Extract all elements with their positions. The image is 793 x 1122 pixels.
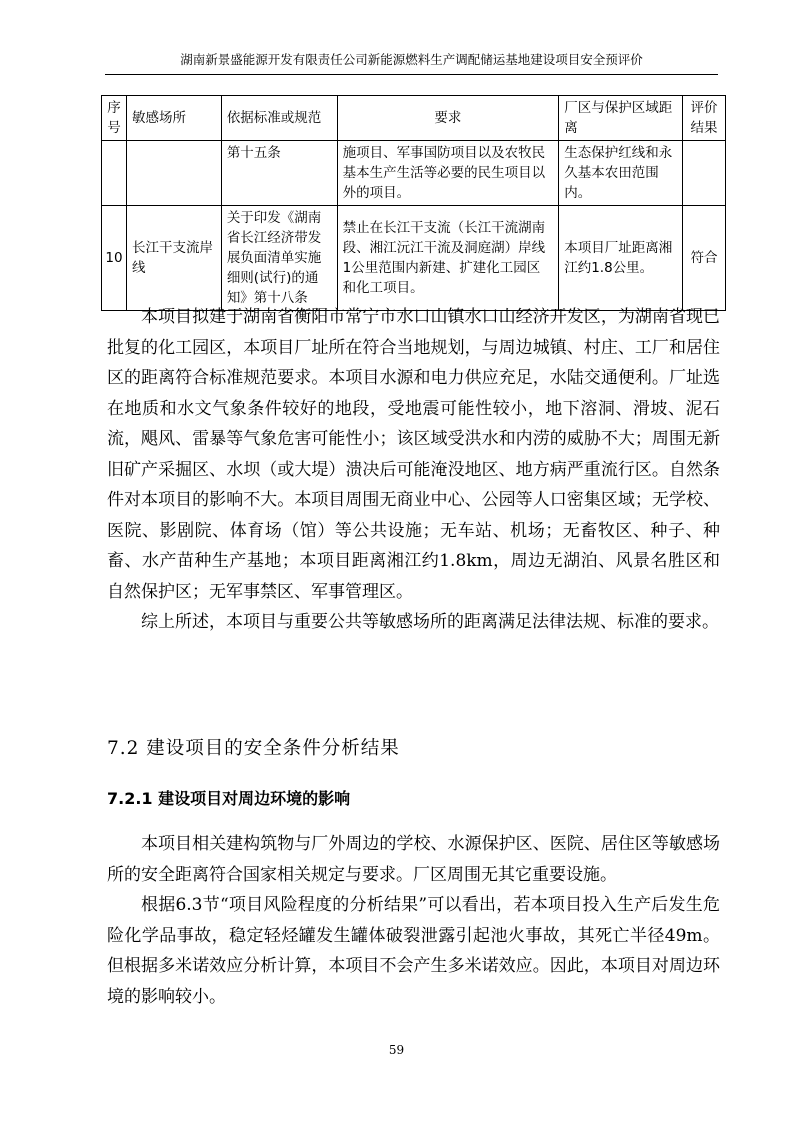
header-cell-requirement: 要求 — [337, 96, 559, 141]
running-header: 湖南新景盛能源开发有限责任公司新能源燃料生产调配储运基地建设项目安全预评价 — [180, 52, 643, 67]
section-heading: 7.2 建设项目的安全条件分析结果 — [107, 738, 400, 759]
cell-place: 长江干支流岸线 — [126, 206, 221, 311]
table-row — [102, 206, 726, 311]
header-cell-basis: 依据标准或规范 — [221, 96, 337, 141]
body-text-block-2 — [107, 829, 720, 1012]
cell-no: 10 — [102, 206, 127, 311]
table-row — [102, 141, 726, 206]
body-paragraph: 综上所述，本项目与重要公共等敏感场所的距离满足法律法规、标准的要求。 — [141, 612, 719, 632]
sensitive-sites-table — [101, 95, 726, 311]
cell-place — [126, 141, 221, 206]
cell-distance: 本项目厂址距离湘江约1.8公里。 — [559, 206, 683, 311]
subsection-heading: 7.2.1 建设项目对周边环境的影响 — [107, 789, 351, 808]
cell-distance: 生态保护红线和永久基本农田范围内。 — [559, 141, 683, 206]
page-number: 59 — [388, 1043, 405, 1057]
cell-no — [102, 141, 127, 206]
header-cell-distance: 厂区与保护区域距离 — [559, 96, 683, 141]
header-cell-place: 敏感场所 — [126, 96, 221, 141]
cell-result: 符合 — [683, 206, 726, 311]
header-cell-no: 序号 — [102, 96, 127, 141]
cell-basis: 关于印发《湖南省长江经济带发展负面清单实施细则(试行)的通知》第十八条 — [221, 206, 337, 311]
cell-result — [683, 141, 726, 206]
body-text-block-1 — [107, 302, 720, 638]
body-paragraph: 根据6.3节“项目风险程度的分析结果”可以看出，若本项目投入生产后发生危险化学品事故，稳定轻烃罐发生罐体破裂泄露引起池火事故，其死亡半径49m。但根据多米诺效应分析计算，本项目不会产生多米诺效应。因此，本项目对周边环境的影响较小。 — [107, 895, 720, 1007]
cell-basis: 第十五条 — [221, 141, 337, 206]
body-paragraph: 本项目相关建构筑物与厂外周边的学校、水源保护区、医院、居住区等敏感场所的安全距离符合国家相关规定与要求。厂区周围无其它重要设施。 — [107, 834, 720, 885]
body-paragraph: 本项目拟建于湖南省衡阳市常宁市水口山镇水口山经济开发区，为湖南省现已批复的化工园区，本项目厂址所在符合当地规划，与周边城镇、村庄、工厂和居住区的距离符合标准规范要求。本项目水源和电力供应充足，水陆交通便利。厂址选在地质和水文气象条件较好的地段，受地震可能性较小，地下溶洞、滑坡、泥石流，飓风、雷暴等气象危害可能性小；该区域受洪水和内涝的威胁不大；周围无新旧矿产采掘区、水坝（或大堤）溃决后可能淹没地区、地方病严重流行区。自然条件对本项目的影响不大。本项目周围无商业中心、公园等人口密集区域；无学校、医院、影剧院、体育场（馆）等公共设施；无车站、机场；无畜牧区、种子、种畜、水产苗种生产基地；本项目距离湘江约1.8km，周边无湖泊、风景名胜区和自然保护区；无军事禁区、军事管理区。 — [107, 307, 720, 602]
header-rule — [105, 74, 718, 75]
header-cell-result: 评价结果 — [683, 96, 726, 141]
cell-requirement: 施项目、军事国防项目以及农牧民基本生产生活等必要的民生项目以外的项目。 — [337, 141, 559, 206]
cell-requirement: 禁止在长江干支流（长江干流湖南段、湘江沅江干流及洞庭湖）岸线1公里范围内新建、扩建化工园区和化工项目。 — [337, 206, 559, 311]
table-header-row — [102, 96, 726, 141]
